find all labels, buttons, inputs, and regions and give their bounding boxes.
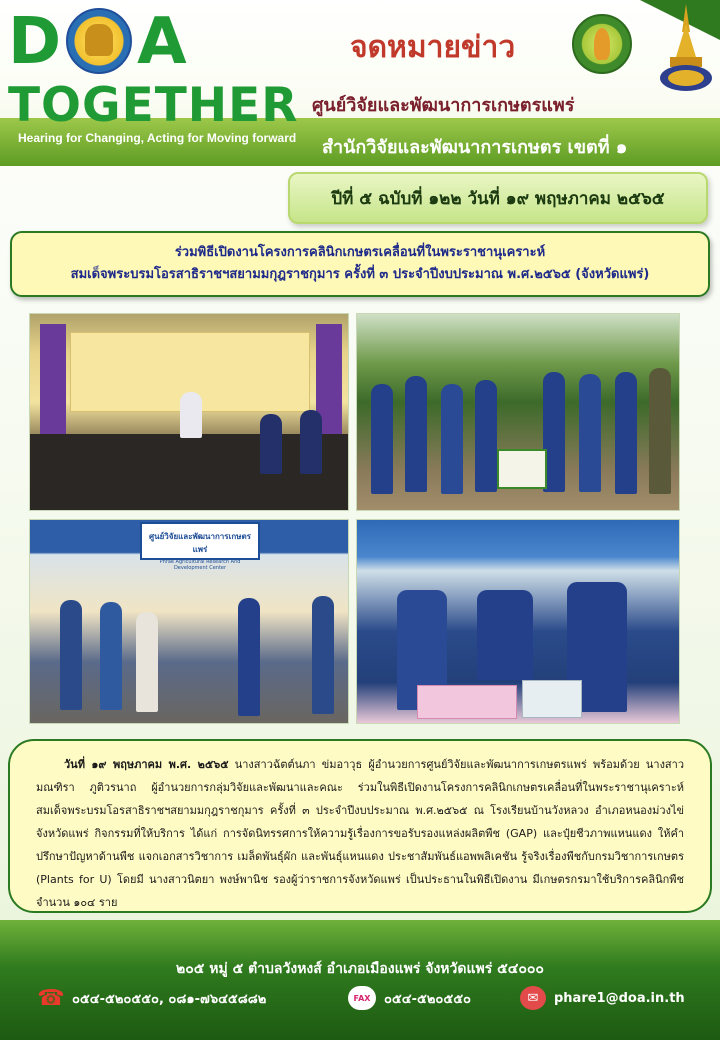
regional-office-name: สำนักวิจัยและพัฒนาการเกษตร เขตที่ ๑ (322, 137, 628, 158)
headline-line-1: ร่วมพิธีเปิดงานโครงการคลินิกเกษตรเคลื่อนที่ในพระราชานุเคราะห์ (174, 245, 546, 260)
visitor-figure (100, 602, 122, 710)
contact-row (0, 984, 720, 1012)
group-figure (441, 384, 463, 494)
photo-plant-clinic (356, 519, 680, 724)
fax-number: ๐๕๔-๕๒๐๕๕๐ (384, 991, 471, 1007)
phone-contact (38, 984, 266, 1012)
fax-contact (348, 984, 471, 1012)
pagoda-emblem-icon (656, 2, 716, 94)
issue-info: ปีที่ ๕ ฉบับที่ ๑๒๒ วันที่ ๑๙ พฤษภาคม ๒๕๖๕ (288, 172, 708, 224)
email-contact (520, 984, 685, 1012)
newsletter-title: จดหมายข่าว (350, 30, 516, 65)
sample-container (522, 680, 582, 718)
footer-address: ๒๐๕ หมู่ ๕ ตำบลวังหงส์ อำเภอเมืองแพร่ จังหวัดแพร่ ๕๔๐๐๐ (176, 961, 544, 977)
visitor-figure (238, 598, 260, 716)
visitor-figure (60, 600, 82, 710)
audience-figure (300, 410, 322, 474)
booth-sign-thai: ศูนย์วิจัยและพัฒนาการเกษตรแพร่ (149, 532, 251, 554)
booth-sign-english: Phrae Agricultural Research And Development Center (159, 559, 241, 571)
sample-tray (417, 685, 517, 719)
speaker-figure (180, 392, 202, 438)
staff-figure (477, 590, 533, 680)
group-figure (579, 374, 601, 492)
curtain-left (40, 324, 66, 444)
group-figure (475, 380, 497, 492)
tree-sign (497, 449, 547, 489)
tagline: Hearing for Changing, Acting for Moving forward (18, 131, 297, 145)
group-figure (405, 376, 427, 492)
photo-group-planting (356, 313, 680, 511)
visitor-figure (312, 596, 334, 714)
email-icon: ✉ (520, 986, 546, 1010)
doa-emblem-icon (66, 8, 132, 74)
audience-figure (260, 414, 282, 474)
group-figure (649, 368, 671, 494)
logo-letter-d: D (8, 5, 64, 79)
visitor-figure (136, 612, 158, 712)
photo-opening-ceremony (29, 313, 349, 511)
fax-icon: FAX (348, 986, 376, 1010)
group-figure (615, 372, 637, 494)
footer (0, 920, 720, 1040)
header (0, 0, 720, 165)
news-date: วันที่ ๑๙ พฤษภาคม พ.ศ. ๒๕๖๕ (64, 758, 229, 771)
news-body (8, 739, 712, 913)
photo-exhibition-booth (29, 519, 349, 724)
phone-number: ๐๕๔-๕๒๐๕๕๐, ๐๘๑-๗๖๔๕๘๘๒ (72, 991, 267, 1007)
logo-letter-a: A (137, 5, 189, 79)
news-text: นางสาวฉัตต์นภา ข่มอาวุธ ผู้อำนวยการศูนย์วิจัยและพัฒนาการเกษตรแพร่ พร้อมด้วย นางสาวมณฑิรา ภูติวรนาถ ผู้อำนวยการกลุ่มวิจัยและพัฒนาและคณะ ร่วมในพิธีเปิดงานโครงการคลินิกเกษตรเคลื่อนที่ในพระราชานุเคราะห์ สมเด็จพระบรมโอรสาธิราชฯสยามมกุฎราชกุมาร ครั้งที่ ๓ ประจำปีงบประมาณ พ.ศ.๒๕๖๕ ณ โรงเรียนบ้านวังหลวง อำเภอหนองม่วงไข่ จังหวัดแพร่ กิจกรรมที่ให้บริการ ได้แก่ การจัดนิทรรศการให้ความรู้เรื่องการขอรับรองแหล่งผลิตพืช (GAP) และปุ๋ยชีวภาพแหนแดง ให้คำปรึกษาปัญหาด้านพืช แจกเอกสารวิชาการ เมล็ดพันธุ์ผัก และพันธุ์แหนแดง ประชาสัมพันธ์แอพพลิเคชัน รู้จริงเรื่องพืชกับกรมวิชาการเกษตร (Plants for U) โดยมี นางสาวนิตยา พงษ์พานิช รองผู้ว่าราชการจังหวัดแพร่ เป็นประธานในพิธีเปิดงาน มีเกษตรกรมาใช้บริการคลินิกพืช จำนวน ๑๐๔ ราย (36, 758, 685, 909)
email-address[interactable]: phare1@doa.in.th (554, 990, 685, 1006)
research-center-seal-icon (572, 14, 632, 74)
phone-icon: ☎ (37, 985, 65, 1011)
research-center-name: ศูนย์วิจัยและพัฒนาการเกษตรแพร่ (312, 95, 575, 116)
headline (10, 231, 710, 297)
group-figure (371, 384, 393, 494)
headline-line-2: สมเด็จพระบรมโอรสาธิราชฯสยามมกุฎราชกุมาร ครั้งที่ ๓ ประจำปีงบประมาณ พ.ศ.๒๕๖๕ (จังหวัดแพร่) (70, 267, 650, 282)
logo-together: TOGETHER (8, 78, 299, 133)
booth-sign (140, 522, 260, 571)
